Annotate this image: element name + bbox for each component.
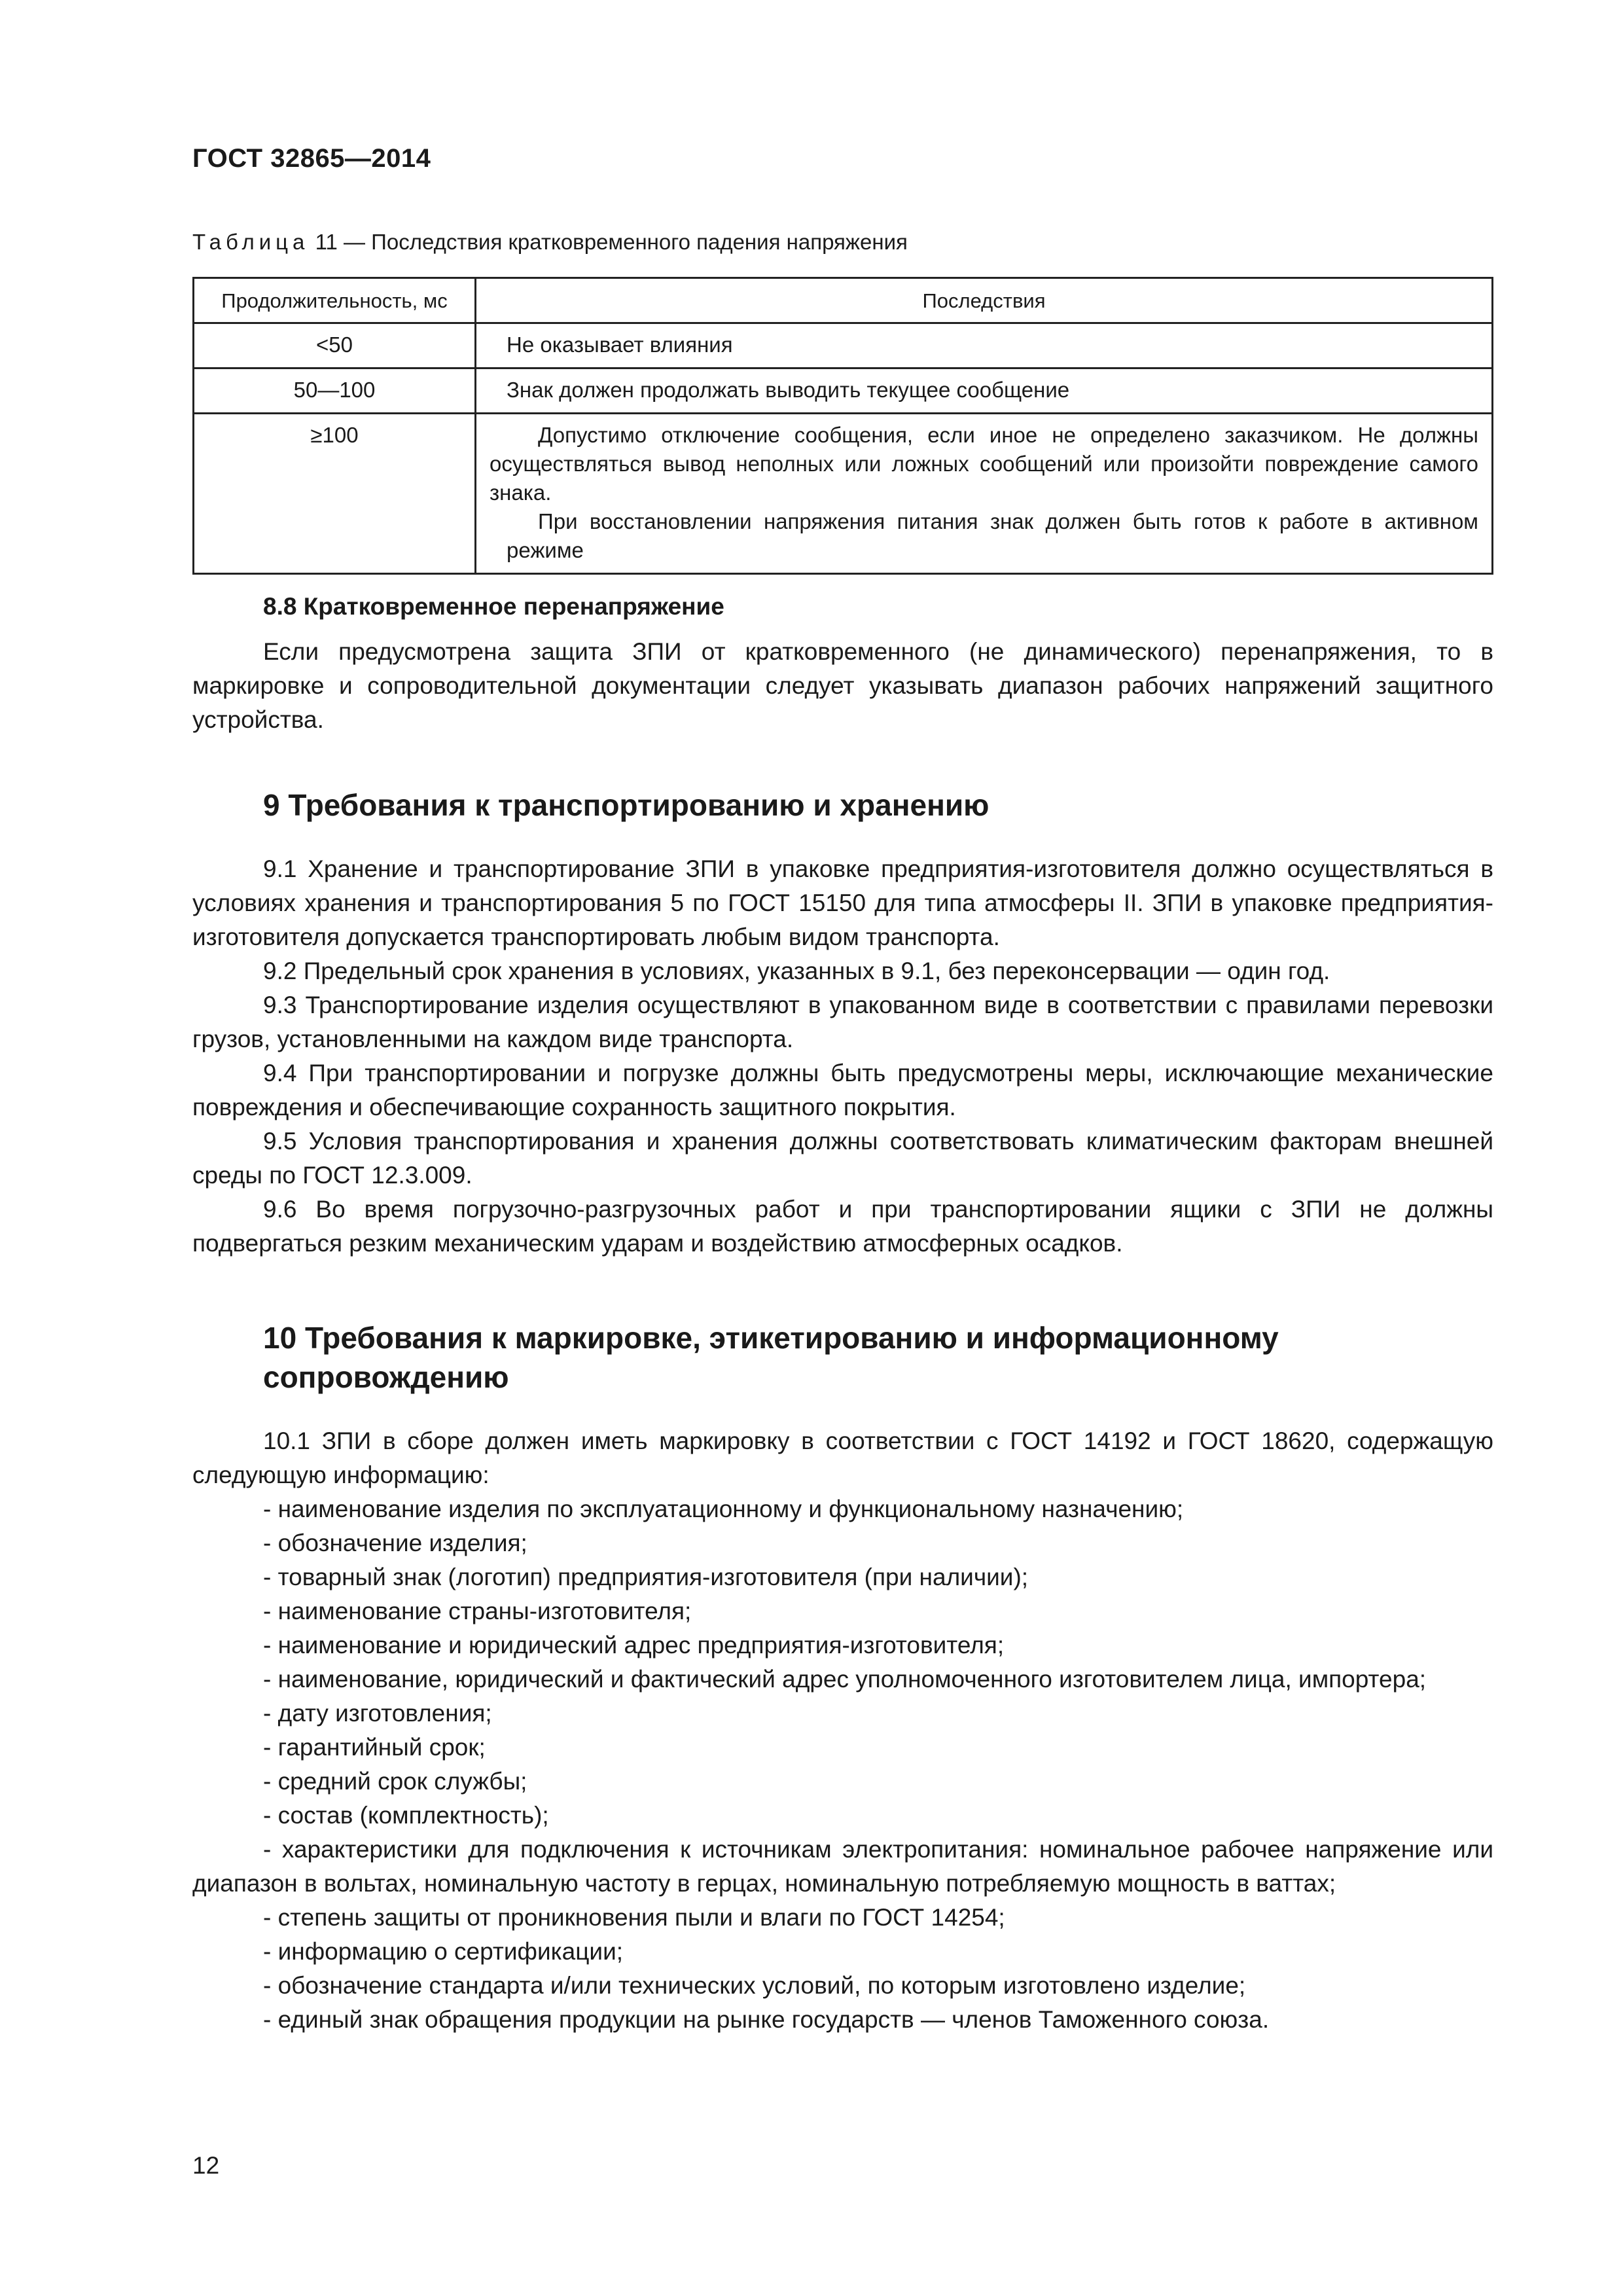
list-item: - степень защиты от проникновения пыли и влаги по ГОСТ 14254; — [263, 1904, 1005, 1931]
table-cell-paragraph: Допустимо отключение сообщения, если иное не определено заказчиком. Не должны осуществляться вывод неполных или ложных сообщений или произойти повреждение самого знака. — [490, 423, 1478, 505]
document-header: ГОСТ 32865—2014 — [192, 144, 431, 173]
page-number: 12 — [192, 2152, 220, 2179]
list-item: - товарный знак (логотип) предприятия-изготовителя (при наличии); — [263, 1564, 1029, 1590]
paragraph: Если предусмотрена защита ЗПИ от кратковременного (не динамического) перенапряжения, то в маркировке и сопроводительной документации следует указывать диапазон рабочих напряжений защитного устройства. — [192, 638, 1493, 733]
column-header-effect: Последствия — [476, 278, 1493, 323]
paragraph-9-3: 9.3 Транспортирование изделия осуществляют в упакованном виде в соответствии с правилами перевозки грузов, установленными на каждом виде транспорта. — [192, 992, 1493, 1052]
table-row — [194, 414, 1493, 574]
section-8-8-body — [192, 635, 1493, 737]
paragraph-9-4: 9.4 При транспортировании и погрузке должны быть предусмотрены меры, исключающие механические повреждения и обеспечивающие сохранность защитного покрытия. — [192, 1060, 1493, 1121]
list-item: - характеристики для подключения к источникам электропитания: номинальное рабочее напряжение или диапазон в вольтах, номинальную частоту в герцах, номинальную потребляемую мощность в ваттах; — [192, 1836, 1493, 1897]
table-caption-text: 11 — Последствия кратковременного падения напряжения — [315, 230, 908, 254]
list-item: - обозначение стандарта и/или технических условий, по которым изготовлено изделие; — [263, 1972, 1246, 1999]
paragraph-9-1: 9.1 Хранение и транспортирование ЗПИ в упаковке предприятия-изготовителя должно осуществляться в условиях хранения и транспортирования 5 по ГОСТ 15150 для типа атмосферы II. ЗПИ в упаковке предприятия-изготовителя допускается транспортировать любым видом транспорта. — [192, 855, 1493, 950]
table-caption — [192, 230, 1493, 255]
column-header-duration: Продолжительность, мс — [194, 278, 476, 323]
voltage-drop-table — [192, 277, 1493, 575]
table-cell-paragraph: При восстановлении напряжения питания знак должен быть готов к работе в активном режиме — [507, 509, 1478, 562]
section-title-9: 9 Требования к транспортированию и хранению — [263, 788, 990, 822]
list-item: - наименование, юридический и фактический адрес уполномоченного изготовителем лица, импортера; — [263, 1666, 1427, 1693]
paragraph-9-2: 9.2 Предельный срок хранения в условиях, указанных в 9.1, без переконсервации — один год. — [263, 958, 1330, 984]
table-cell-duration: ≥100 — [194, 414, 476, 574]
table-cell-duration: <50 — [194, 323, 476, 368]
table-cell-effect: Не оказывает влияния — [476, 323, 1493, 368]
section-10-body — [192, 1424, 1493, 2037]
table-header-row — [194, 278, 1493, 323]
list-item: - наименование изделия по эксплуатационному и функциональному назначению; — [263, 1496, 1184, 1522]
list-item: - информацию о сертификации; — [263, 1938, 624, 1965]
list-item: - наименование страны-изготовителя; — [263, 1598, 692, 1624]
subsection-title-8-8: 8.8 Кратковременное перенапряжение — [263, 593, 724, 620]
document-page — [192, 144, 1493, 2037]
table-cell-effect: Знак должен продолжать выводить текущее сообщение — [476, 368, 1493, 414]
list-item: - обозначение изделия; — [263, 1530, 527, 1556]
paragraph-9-6: 9.6 Во время погрузочно-разгрузочных работ и при транспортировании ящики с ЗПИ не должны подвергаться резким механическим ударам и воздействию атмосферных осадков. — [192, 1196, 1493, 1257]
section-title-10: 10 Требования к маркировке, этикетированию и информационному сопровождению — [263, 1321, 1279, 1394]
list-item: - наименование и юридический адрес предприятия-изготовителя; — [263, 1632, 1005, 1659]
list-item: - единый знак обращения продукции на рынке государств — членов Таможенного союза. — [263, 2006, 1270, 2033]
paragraph-9-5: 9.5 Условия транспортирования и хранения должны соответствовать климатическим факторам внешней среды по ГОСТ 12.3.009. — [192, 1128, 1493, 1189]
list-item: - средний срок службы; — [263, 1768, 527, 1795]
list-item: - состав (комплектность); — [263, 1802, 549, 1829]
table-cell-effect — [476, 414, 1493, 574]
list-item: - гарантийный срок; — [263, 1734, 486, 1761]
table-row — [194, 368, 1493, 414]
paragraph-10-1: 10.1 ЗПИ в сборе должен иметь маркировку в соответствии с ГОСТ 14192 и ГОСТ 18620, содержащую следующую информацию: — [192, 1427, 1493, 1488]
table-row — [194, 323, 1493, 368]
table-cell-duration: 50—100 — [194, 368, 476, 414]
table-caption-label: Таблица — [192, 230, 310, 254]
section-9-body — [192, 852, 1493, 1261]
list-item: - дату изготовления; — [263, 1700, 492, 1727]
